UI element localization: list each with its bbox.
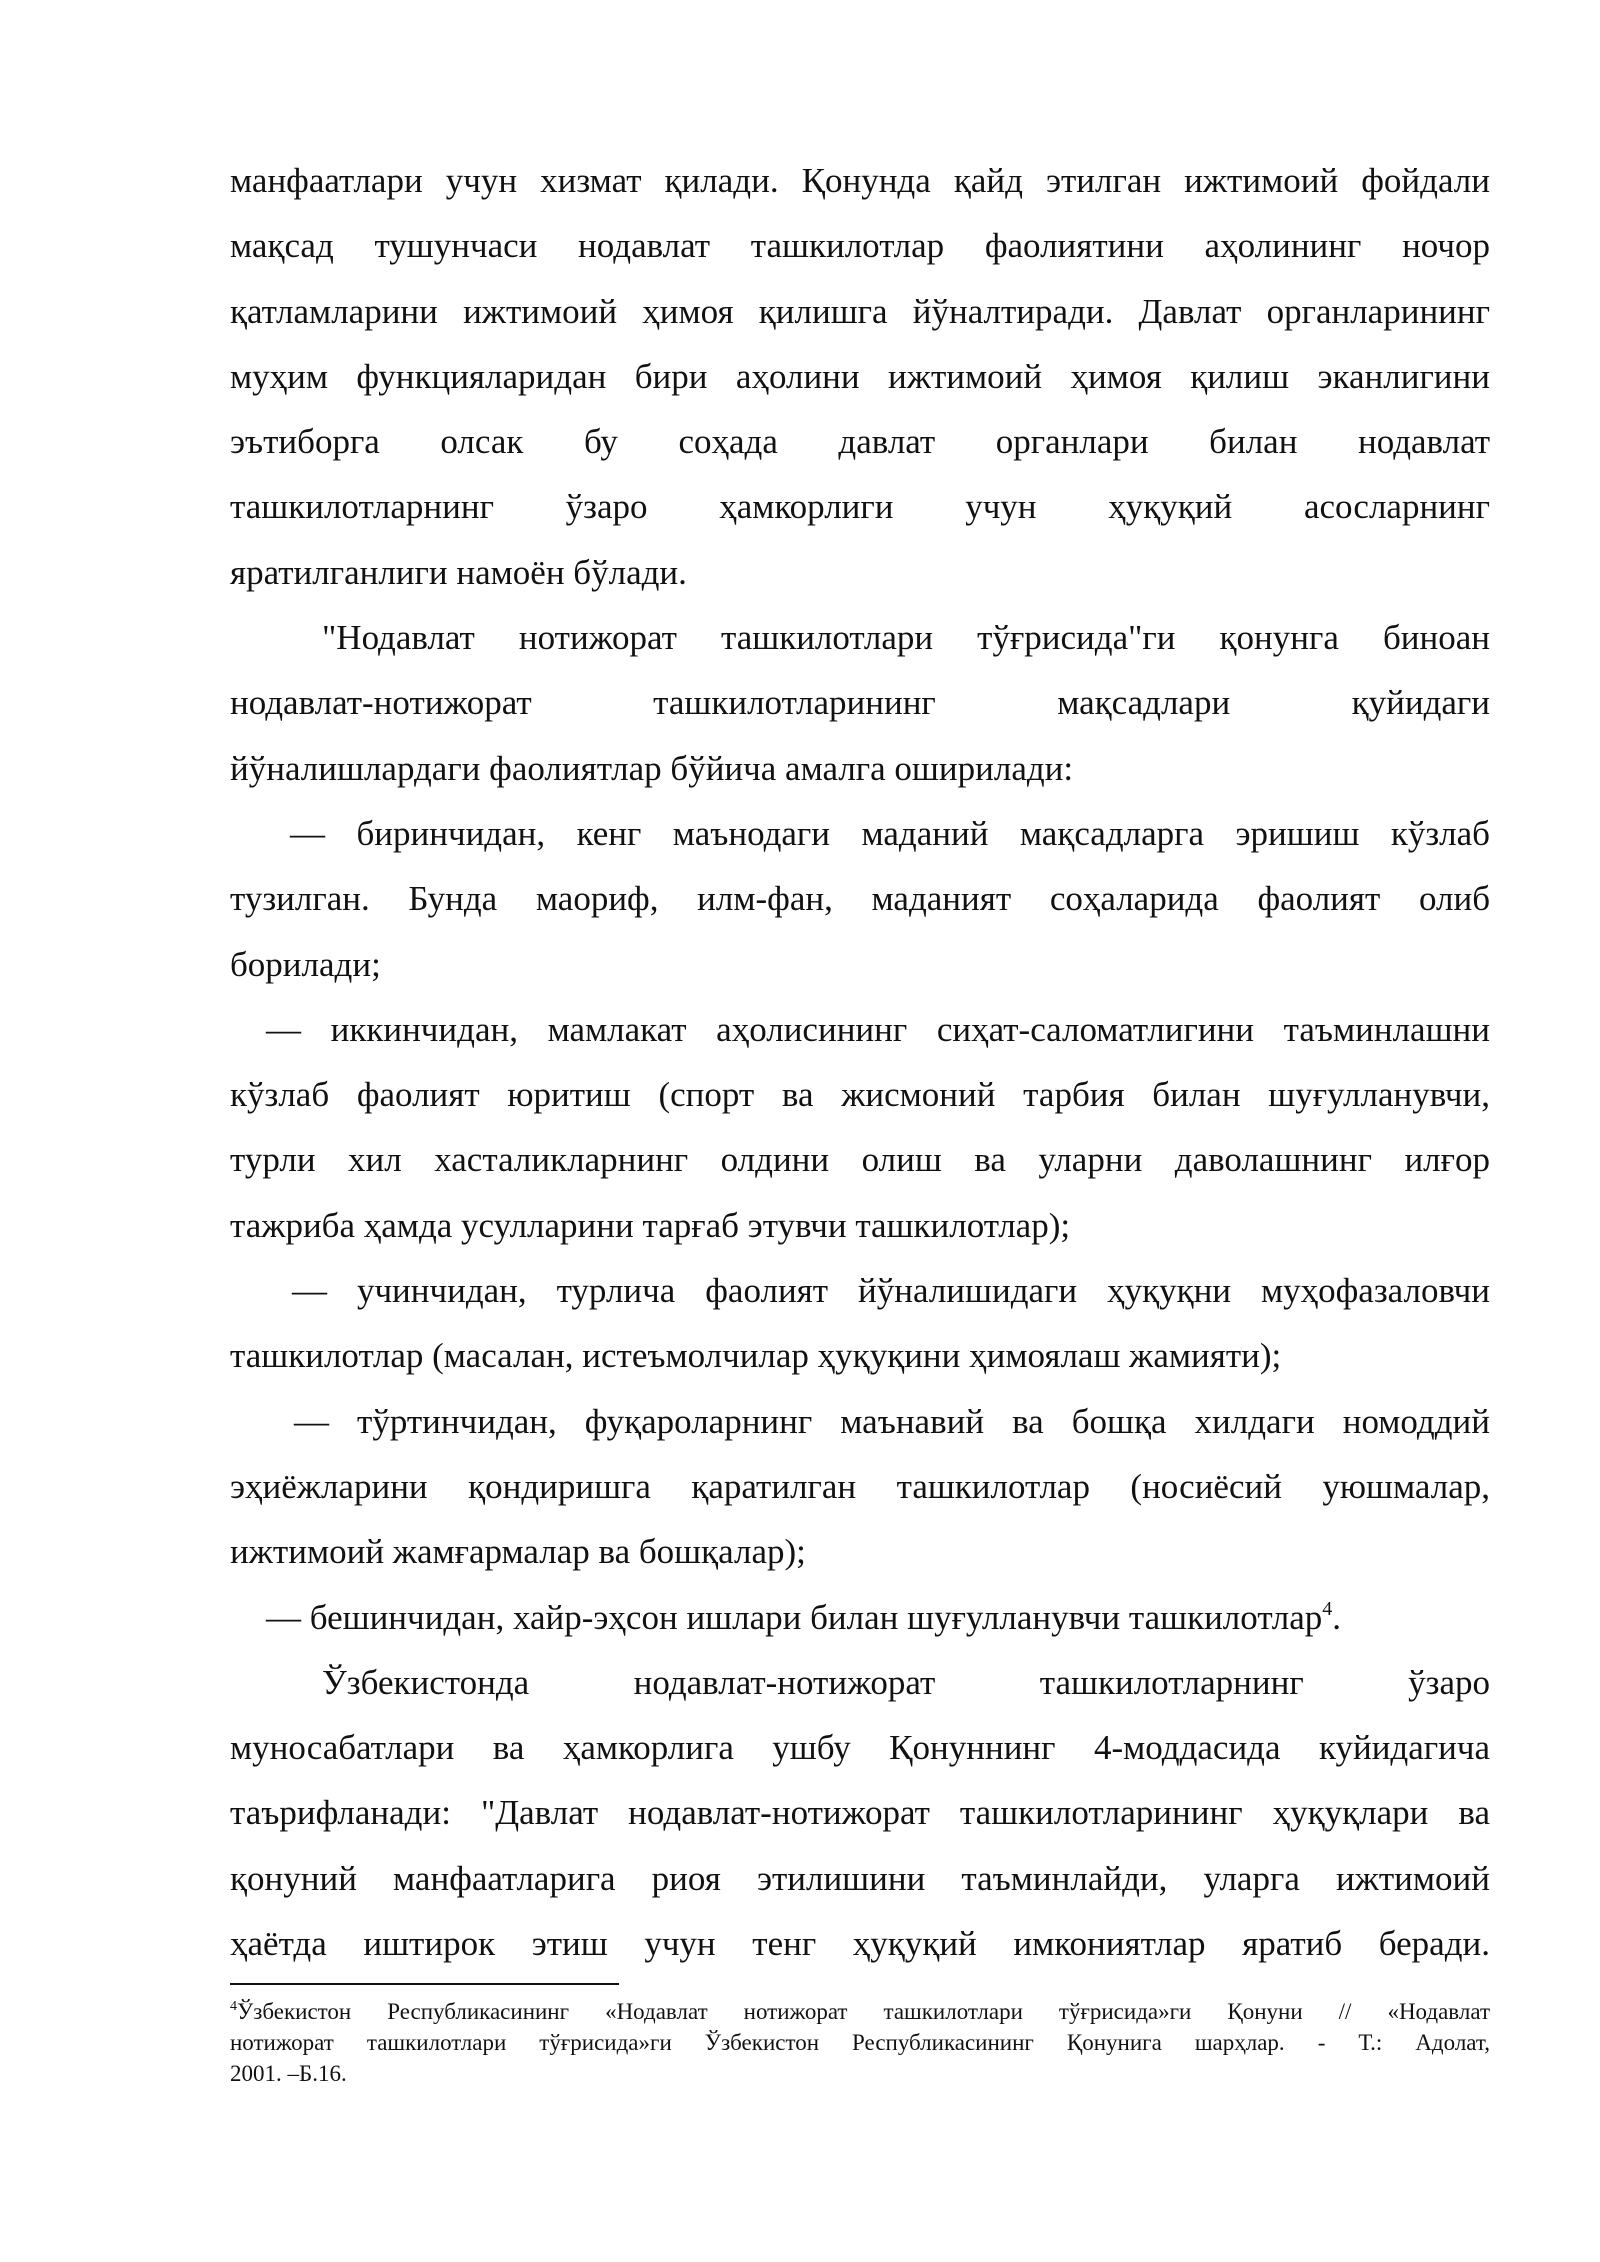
- text-line: яратилганлиги намоён бўлади.: [230, 552, 687, 592]
- text-line: қонуний манфаатларига риоя этилишини таъминлайди, уларга ижтимоий: [230, 1858, 1490, 1898]
- sentence-end: .: [1332, 1597, 1341, 1637]
- list-item-first: — биринчидан, кенг маънодаги маданий мақсадларга эришиш кўзлаб: [290, 813, 1490, 853]
- text-line: тузилган. Бунда маориф, илм-фан, маданият соҳаларида фаолият олиб: [230, 879, 1490, 919]
- text-line: ташкилотлар (масалан, истеъмолчилар ҳуқуқини ҳимоялаш жамияти);: [230, 1336, 1282, 1376]
- footnote-reference[interactable]: 4: [1322, 1597, 1333, 1620]
- text-line: мақсад тушунчаси нодавлат ташкилотлар фаолиятини аҳолининг ночор: [230, 226, 1490, 266]
- footnote-separator: [230, 1983, 619, 1985]
- list-item-fifth: [230, 1585, 1490, 1650]
- text-line: эътиборга олсак бу соҳада давлат органлари билан нодавлат: [230, 422, 1490, 462]
- text-line: нодавлат-нотижорат ташкилотларининг мақсадлари қуйидаги: [230, 683, 1490, 723]
- text-line: турли хил хасталикларнинг олдини олиш ва уларни даволашнинг илғор: [230, 1140, 1490, 1180]
- footnote-line: нотижорат ташкилотлари тўғрисида»ги Ўзбекистон Республикасининг Қонунига шарҳлар. - Т.: Адолат,: [230, 2030, 1490, 2055]
- footnote-text: Ўзбекистон Республикасининг «Нодавлат нотижорат ташкилотлари тўғрисида»ги Қонуни // «Нодавлат: [237, 1999, 1490, 2024]
- list-item-fourth: — тўртинчидан, фуқароларнинг маънавий ва бошқа хилдаги номоддий: [294, 1401, 1490, 1441]
- text-line: муҳим функцияларидан бири аҳолини ижтимоий ҳимоя қилиш эканлигини: [230, 356, 1490, 396]
- document-body: [230, 148, 1490, 1976]
- footnote: [230, 1996, 1490, 2089]
- footnote-line: 2001. –Б.16.: [230, 2061, 347, 2086]
- text-line: йўналишлардаги фаолиятлар бўйича амалга оширилади:: [230, 748, 1074, 788]
- text-line: ташкилотларнинг ўзаро ҳамкорлиги учун ҳуқуқий асосларнинг: [230, 487, 1490, 527]
- text-line: таърифланади: "Давлат нодавлат-нотижорат ташкилотларининг ҳуқуқлари ва: [230, 1793, 1490, 1833]
- text-line: ҳаётда иштирок этиш учун тенг ҳуқуқий имкониятлар яратиб беради.: [230, 1924, 1490, 1964]
- text-line: тажриба ҳамда усулларини тарғаб этувчи ташкилотлар);: [230, 1205, 1071, 1245]
- list-item-fifth-text: — бешинчидан, хайр-эҳсон ишлари билан шуғулланувчи ташкилотлар: [266, 1597, 1323, 1637]
- paragraph-start-line: "Нодавлат нотижорат ташкилотлари тўғрисида"ги қонунга биноан: [322, 618, 1490, 658]
- text-line: муносабатлари ва ҳамкорлига ушбу Қонуннинг 4-моддасида куйидагича: [230, 1728, 1490, 1768]
- text-line: қатламларини ижтимоий ҳимоя қилишга йўналтиради. Давлат органларининг: [230, 291, 1490, 331]
- list-item-second: — иккинчидан, мамлакат аҳолисининг сиҳат-саломатлигини таъминлашни: [266, 1009, 1490, 1049]
- paragraph-start-line: Ўзбекистонда нодавлат-нотижорат ташкилотларнинг ўзаро: [322, 1662, 1490, 1702]
- text-line: эҳиёжларини қондиришга қаратилган ташкилотлар (носиёсий уюшмалар,: [230, 1466, 1490, 1506]
- footnote-line: [230, 1996, 1490, 2027]
- list-item-third: — учинчидан, турлича фаолият йўналишидаги ҳуқуқни муҳофазаловчи: [292, 1271, 1490, 1311]
- text-line: манфаатлари учун хизмат қилади. Қонунда қайд этилган ижтимоий фойдали: [230, 161, 1490, 200]
- footnote-number: 4: [230, 1999, 237, 2014]
- text-line: ижтимоий жамғармалар ва бошқалар);: [230, 1532, 806, 1572]
- text-line: борилади;: [230, 944, 381, 984]
- text-line: кўзлаб фаолият юритиш (спорт ва жисмоний тарбия билан шуғулланувчи,: [230, 1075, 1490, 1115]
